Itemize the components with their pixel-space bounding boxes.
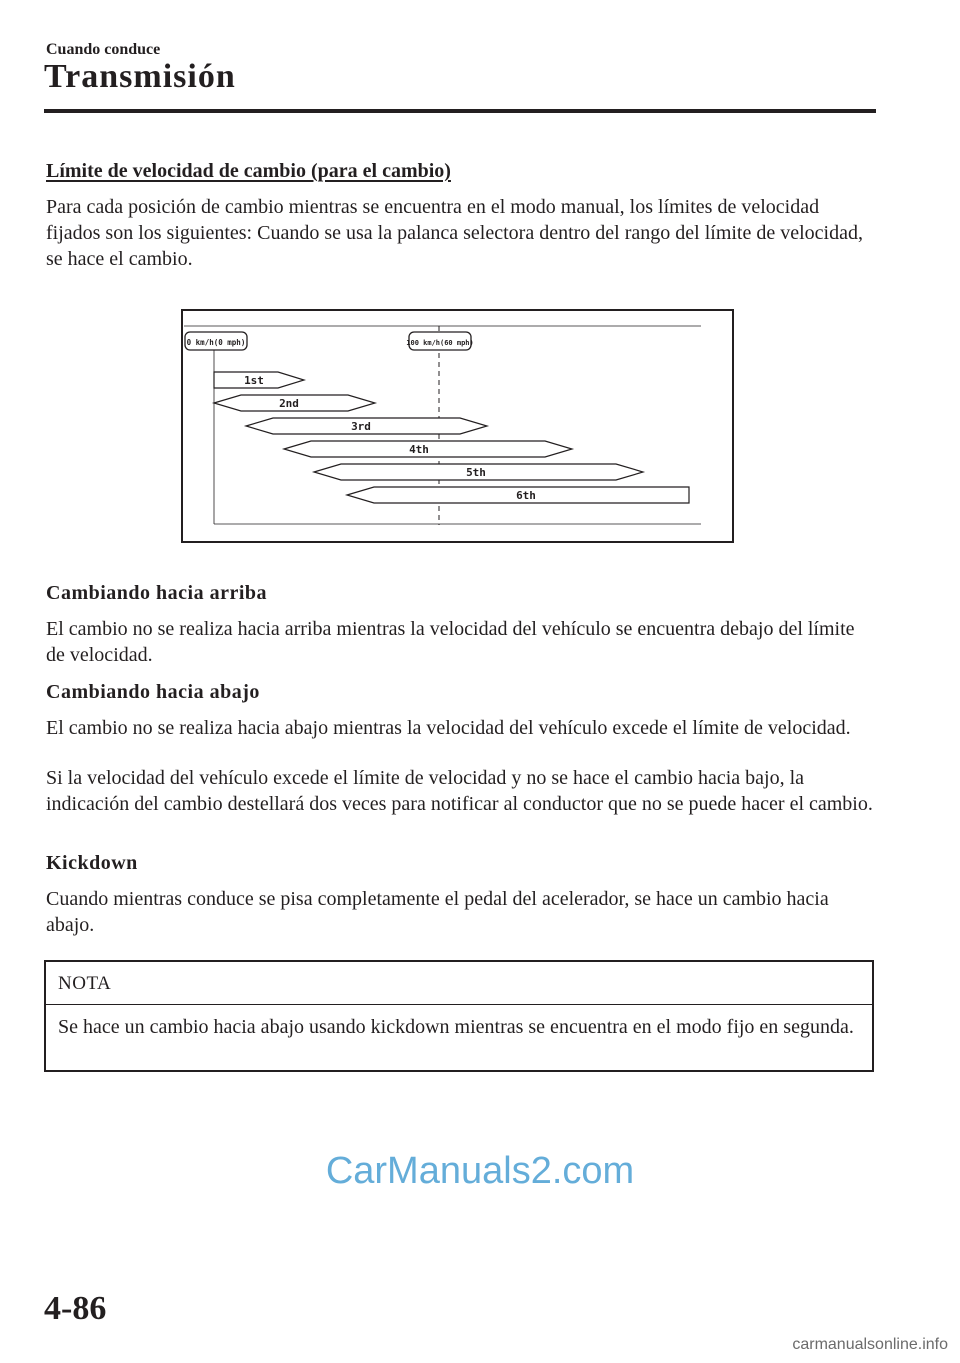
- footer-url: carmanualsonline.info: [792, 1336, 948, 1353]
- hundred-speed-label: 100 km/h(60 mph): [406, 339, 474, 347]
- gear-label-1st: 1st: [244, 374, 264, 387]
- gear-label-5th: 5th: [466, 466, 486, 479]
- speed-limit-heading: Límite de velocidad de cambio (para el cambio): [46, 160, 451, 182]
- gear-label-4th: 4th: [409, 443, 429, 456]
- note-text: Se hace un cambio hacia abajo usando kickdown mientras se encuentra en el modo fijo en segunda.: [58, 1016, 854, 1038]
- zero-speed-label: 0 km/h(0 mph): [186, 338, 246, 347]
- upshift-heading: Cambiando hacia arriba: [46, 582, 268, 604]
- page-number: 4-86: [44, 1290, 107, 1327]
- gear-label-6th: 6th: [516, 489, 536, 502]
- speed-limit-intro: Para cada posición de cambio mientras se encuentra en el modo manual, los límites de velocidad fijados son los siguientes: Cuando se usa la palanca selectora dentro del rango del límite de velocidad, se hace el cambio.: [46, 196, 863, 270]
- downshift-text-1: El cambio no se realiza hacia abajo mientras la velocidad del vehículo excede el límite de velocidad.: [46, 717, 851, 739]
- gear-label-2nd: 2nd: [279, 397, 299, 410]
- gear-speed-diagram: [181, 309, 734, 543]
- gear-label-3rd: 3rd: [351, 420, 371, 433]
- note-header: [46, 962, 872, 1005]
- page-title: Transmisión: [44, 58, 236, 95]
- kickdown-text: Cuando mientras conduce se pisa completamente el pedal del acelerador, se hace un cambio hacia abajo.: [46, 888, 829, 936]
- watermark: CarManuals2.com: [325, 1150, 635, 1192]
- kickdown-heading: Kickdown: [46, 852, 138, 874]
- downshift-text-2: Si la velocidad del vehículo excede el límite de velocidad y no se hace el cambio hacia bajo, la indicación del cambio destellará dos veces para notificar al conductor que no se puede hacer el cambio.: [46, 767, 873, 815]
- note-box: [44, 960, 874, 1072]
- downshift-heading: Cambiando hacia abajo: [46, 681, 260, 703]
- section-label: Cuando conduce: [46, 41, 161, 58]
- note-heading: NOTA: [58, 973, 112, 994]
- title-rule: [44, 109, 876, 113]
- upshift-text: El cambio no se realiza hacia arriba mientras la velocidad del vehículo se encuentra debajo del límite de velocidad.: [46, 618, 855, 666]
